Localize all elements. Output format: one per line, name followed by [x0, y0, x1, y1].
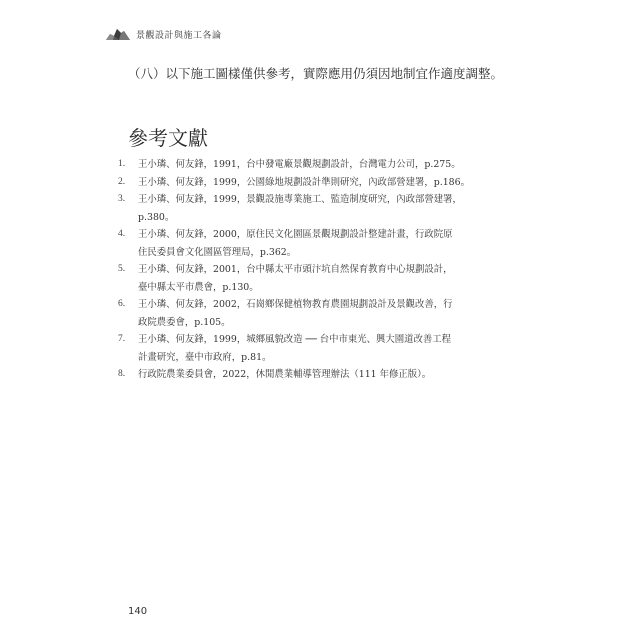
- reference-text-continued: 住民委員會文化園區管理局，p.362。: [138, 246, 297, 258]
- reference-number: 7.: [118, 334, 126, 344]
- reference-item: [118, 191, 498, 226]
- reference-item: [118, 156, 498, 174]
- reference-number: 2.: [118, 176, 126, 187]
- reference-item: [118, 261, 498, 296]
- reference-text-continued: 臺中縣太平市農會，p.130。: [138, 281, 259, 293]
- reference-text: 王小璘、何友鋒，2000，原住民文化園區景觀規劃設計整建計畫，行政院原: [138, 229, 453, 240]
- reference-text: 王小璘、何友鋒，1999，公園綠地規劃設計準則研究，內政部營建署，p.186。: [138, 176, 470, 188]
- running-header: [104, 24, 222, 44]
- reference-item: [118, 366, 498, 384]
- reference-item: [118, 331, 498, 366]
- page-number: 140: [128, 606, 148, 617]
- reference-number: 5.: [118, 264, 126, 274]
- header-title: 景觀設計與施工各論: [136, 30, 222, 41]
- construction-note: （八）以下施工圖樣僅供參考，實際應用仍須因地制宜作適度調整。: [128, 66, 504, 81]
- reference-text: 王小璘、何友鋒，2001，台中縣太平市頭汴坑自然保育教育中心規劃設計，: [138, 264, 453, 275]
- reference-text: 行政院農業委員會，2022，休閒農業輔導管理辦法（111 年修正版）。: [138, 369, 432, 380]
- section-title-references: 參考文獻: [128, 126, 208, 150]
- reference-number: 6.: [118, 299, 126, 309]
- reference-text: 王小璘、何友鋒，1999，景觀設施專業施工、監造制度研究，內政部營建署，: [138, 194, 462, 205]
- reference-text-continued: 計畫研究，臺中市政府，p.81。: [138, 351, 272, 363]
- reference-item: [118, 296, 498, 331]
- reference-item: [118, 174, 498, 192]
- reference-number: 1.: [118, 159, 126, 169]
- reference-text-continued: p.380。: [138, 211, 175, 223]
- reference-number: 3.: [118, 194, 126, 204]
- reference-text: 王小璘、何友鋒，1999，城鄉風貌改造 ── 台中市東光、興大園道改善工程: [138, 334, 451, 345]
- reference-number: 4.: [118, 229, 126, 239]
- reference-text: 王小璘、何友鋒，1991，台中發電廠景觀規劃設計，台灣電力公司，p.275。: [138, 159, 461, 170]
- reference-text-continued: 政院農委會，p.105。: [138, 316, 231, 328]
- stone-logo-icon: [104, 25, 132, 43]
- reference-list: [118, 156, 498, 384]
- reference-item: [118, 226, 498, 261]
- reference-text: 王小璘、何友鋒，2002，石崗鄉保健植物教育農園規劃設計及景觀改善，行: [138, 299, 453, 310]
- reference-number: 8.: [118, 369, 126, 379]
